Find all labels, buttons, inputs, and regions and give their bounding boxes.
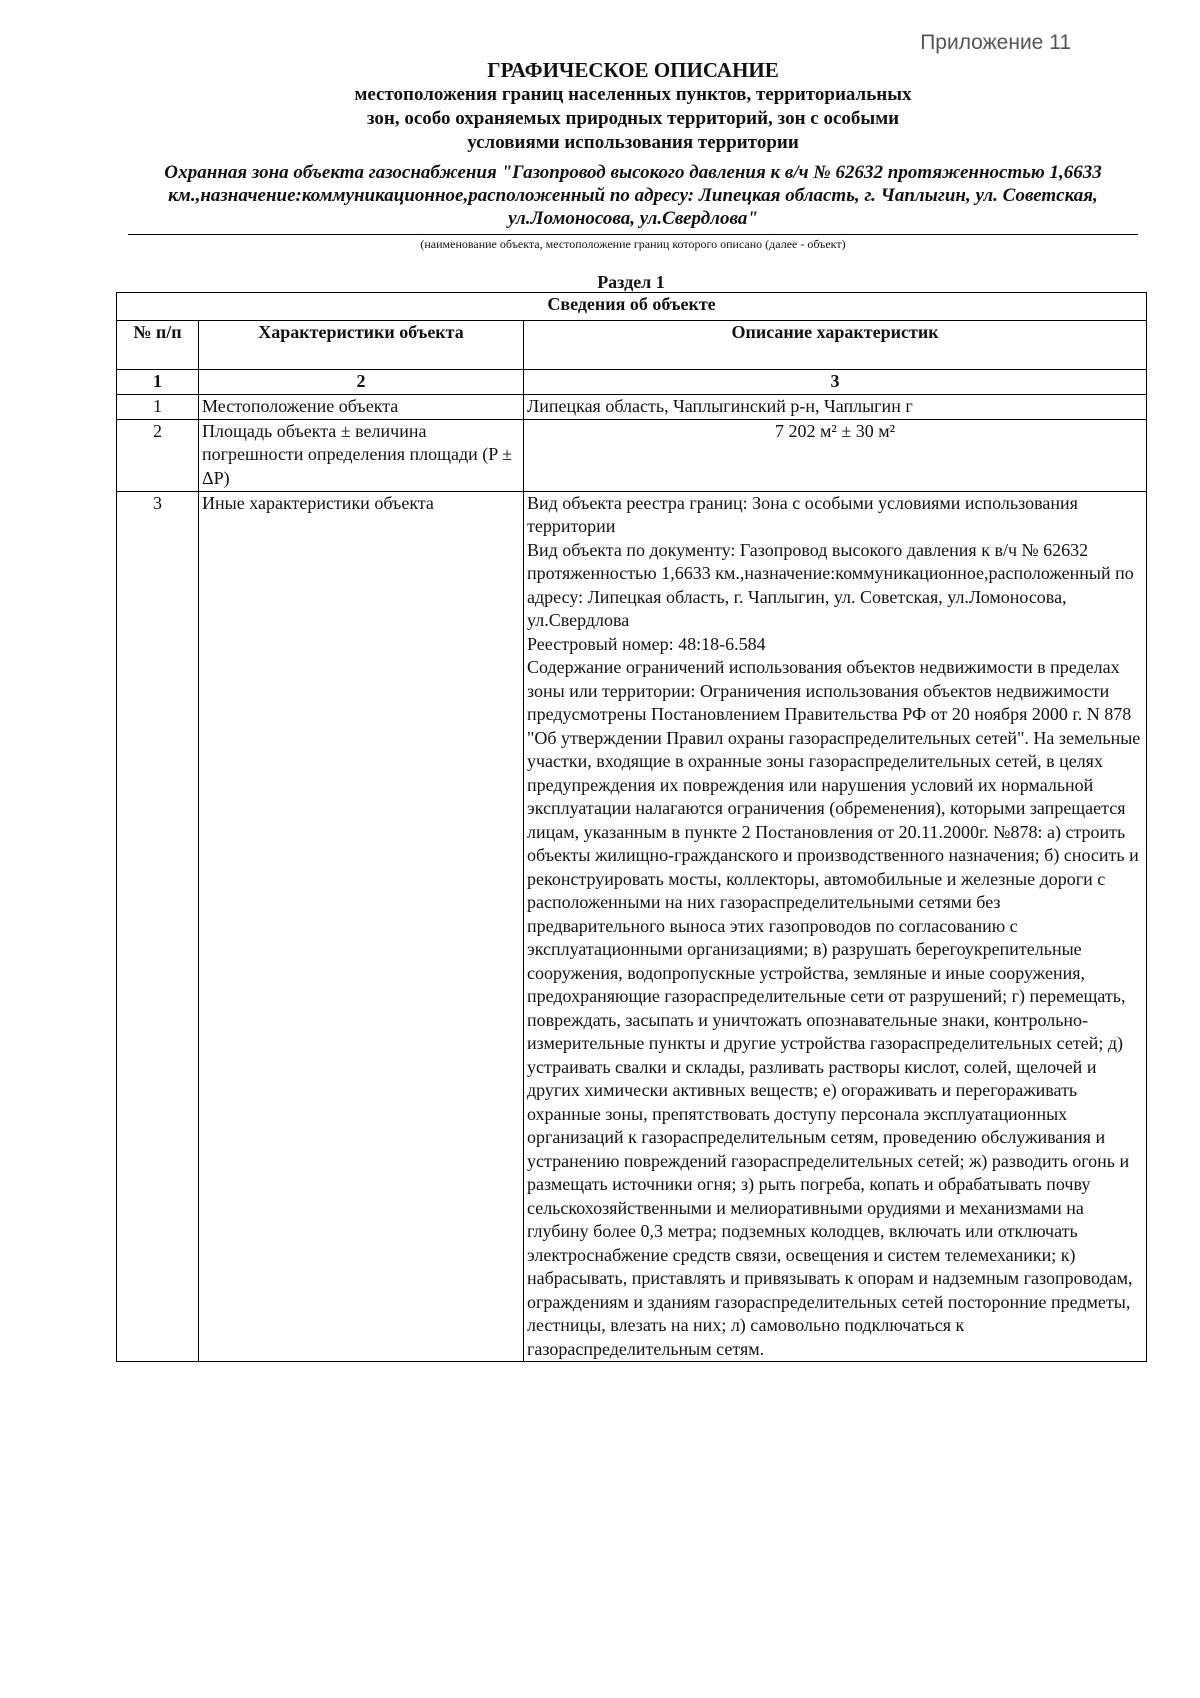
description-paragraph: Реестровый номер: 48:18-6.584 <box>527 633 766 654</box>
row-number: 1 <box>117 395 199 420</box>
table-row <box>117 419 1147 491</box>
table-caption: Сведения об объекте <box>117 293 1147 321</box>
description-paragraph: Вид объекта по документу: Газопровод высокого давления к в/ч № 62632 протяженностью 1,6633 км.,назначение:коммуникационное,расположенный по адресу: Липецкая область, г. Чаплыгин, ул. Советская, ул.Ломоносова, ул.Свердлова <box>527 539 1134 630</box>
row-description: Липецкая область, Чаплыгинский р-н, Чаплыгин г <box>524 395 1147 420</box>
row-number: 3 <box>117 491 199 1362</box>
column-header-number: № п/п <box>117 321 199 370</box>
row-characteristic: Иные характеристики объекта <box>199 491 524 1362</box>
row-characteristic: Площадь объекта ± величина погрешности определения площади (P ± ΔP) <box>199 419 524 491</box>
description-paragraph: Вид объекта реестра границ: Зона с особыми условиями использования территории <box>527 492 1078 536</box>
column-header-characteristic: Характеристики объекта <box>199 321 524 370</box>
document-subtitle-line: условиями использования территории <box>467 132 799 153</box>
column-header-description: Описание характеристик <box>524 321 1147 370</box>
object-name-line: ул.Ломоносова, ул.Свердлова" <box>508 208 758 229</box>
document-subtitle-line: местоположения границ населенных пунктов, территориальных <box>354 84 912 105</box>
object-name-caption: (наименование объекта, местоположение границ которого описано (далее - объект) <box>420 237 846 251</box>
appendix-label: Приложение 11 <box>920 31 1071 54</box>
column-number: 3 <box>524 370 1147 395</box>
column-number: 1 <box>117 370 199 395</box>
column-number-row <box>117 370 1147 395</box>
object-name <box>128 161 1138 235</box>
table-header-row <box>117 321 1147 370</box>
object-name-line: км.,назначение:коммуникационное,расположенный по адресу: Липецкая область, г. Чаплыгин, ул. Советская, <box>168 185 1098 206</box>
row-characteristic: Местоположение объекта <box>199 395 524 420</box>
document-header <box>128 57 1138 252</box>
row-description: 7 202 м² ± 30 м² <box>524 419 1147 491</box>
table-caption-row <box>117 293 1147 321</box>
row-description <box>524 491 1147 1362</box>
document-subtitle-line: зон, особо охраняемых природных территорий, зон с особыми <box>366 108 900 129</box>
column-number: 2 <box>199 370 524 395</box>
table-row <box>117 491 1147 1362</box>
description-paragraph: Содержание ограничений использования объектов недвижимости в пределах зоны или территории: Ограничения использования объектов недвижимости предусмотрены Постановлением Правительства РФ от 20 ноября 2000 г. N 878 "Об утверждении Правил охраны газораспределительных сетей". На земельные участки, входящие в охранные зоны газораспределительных сетей, в целях предупреждения их повреждения или нарушения условий их нормальной эксплуатации налагаются ограничения (обременения), которыми запрещается лицам, указанным в пункте 2 Постановления от 20.11.2000г. №878: а) строить объекты жилищно-гражданского и производственного назначения; б) сносить и реконструировать мосты, коллекторы, автомобильные и железные дороги с расположенными на них газораспределительными сетями без предварительного выноса этих газопроводов по согласованию с эксплуатационными организациями; в) разрушать берегоукрепительные сооружения, водопропускные устройства, земляные и иные сооружения, предохраняющие газораспределительные сети от разрушений; г) перемещать, повреждать, засыпать и уничтожать опознавательные знаки, контрольно-измерительные пункты и другие устройства газораспределительных сетей; д) устраивать свалки и склады, разливать растворы кислот, солей, щелочей и других химически активных веществ; е) огораживать и перегораживать охранные зоны, препятствовать доступу персонала эксплуатационных организаций к газораспределительным сетям, проведению обслуживания и устранению повреждений газораспределительных сетей; ж) разводить огонь и размещать источники огня; з) рыть погреба, копать и обрабатывать почву сельскохозяйственными и мелиоративными орудиями и механизмами на глубину более 0,3 метра; подземных колодцев, включать или отключать электроснабжение средств связи, освещения и систем телемеханики; к) набрасывать, приставлять и привязывать к опорам и надземным газопроводам, ограждениям и зданиям газораспределительных сетей посторонние предметы, лестницы, влезать на них; л) самовольно подключаться к газораспределительным сетям. <box>527 657 1141 1359</box>
document-title: ГРАФИЧЕСКОЕ ОПИСАНИЕ <box>487 58 779 82</box>
row-number: 2 <box>117 419 199 491</box>
object-name-line: Охранная зона объекта газоснабжения "Газопровод высокого давления к в/ч № 62632 протяженностью 1,6633 <box>164 162 1102 183</box>
section-title: Раздел 1 <box>597 272 665 292</box>
table-row <box>117 395 1147 420</box>
object-info-table <box>116 292 1147 1362</box>
